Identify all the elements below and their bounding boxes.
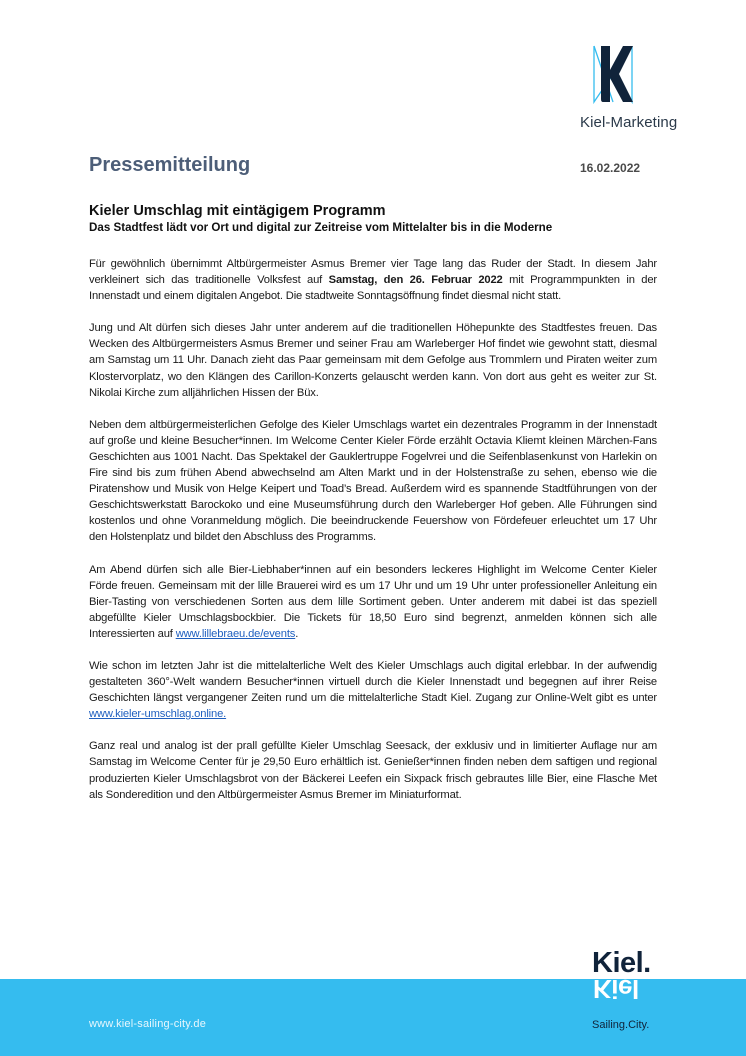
- article-headline: Kieler Umschlag mit eintägigem Programm: [89, 203, 386, 219]
- paragraph-3: Neben dem altbürgermeisterlichen Gefolge des Kieler Umschlags wartet ein dezentrales Programm in der Innenstadt auf große und kleine Besucher*innen. Im Welcome Center Kieler Förde erzählt Octavia Kliemt kleinen Märchen-Fans Geschichten aus 1001 Nacht. Das Spektakel der Gauklertruppe Fogelvrei und die Seifenblasenkunst von Harlekin on Fire sind bis zum frühen Abend abwechselnd am Alten Markt und in der Holstenstraße zu sehen, ebenso wie die Piratenshow und Musik von Helge Keipert und Toad’s Bread. Außerdem wird es spannende Stadtführungen von der Geschichtswerkstatt Barockoko und eine Museumsführung durch den Warleberger Hof geben. Alle Führungen sind kostenlos und ohne Voranmeldung möglich. Die beeindruckende Feuershow von Fördefeuer erleuchtet um 17 Uhr den Holstenplatz und bildet den Abschluss des Programms.: [89, 418, 657, 544]
- paragraph-text: mit Programmpunkten in der Innenstadt und einem digitalen Angebot. Die stadtweite Sonntagsöffnung findet diesmal nicht statt.: [89, 274, 657, 303]
- page-title: Pressemitteilung: [89, 154, 251, 176]
- paragraph-6: Ganz real und analog ist der prall gefüllte Kieler Umschlag Seesack, der exklusiv und in limitierter Auflage nur am Samstag im Welcome Center für je 29,50 Euro erhältlich ist. Genießer*innen finden neben dem saftigen und regional produzierten Kieler Umschlagsbrot von der Bäckerei Leefen ein Sixpack frisch gebrautes lille Bier, eine Flasche Met als Sonderedition und den Altbürgermeister Asmus Bremer im Miniaturformat.: [89, 740, 657, 801]
- paragraph-2: Jung und Alt dürfen sich dieses Jahr unter anderem auf die traditionellen Höhepunkte des Stadtfestes freuen. Das Wecken des Altbürgermeisters Asmus Bremer und seiner Frau am Warleberger Hof findet wie gewohnt statt, diesmal am Samstag um 11 Uhr. Danach zieht das Paar gemeinsam mit dem Gefolge aus Trommlern und Piraten weiter zum Klostervorplatz, wo den Klängen des Carillon-Konzerts gelauscht werden kann. Von dort aus geht es weiter zur St. Nikolai Kirche zum alljährlichen Hissen der Büx.: [89, 322, 657, 399]
- footer-tagline: Sailing.City.: [592, 1019, 650, 1031]
- footer-url: www.kiel-sailing-city.de: [89, 1018, 207, 1030]
- kieler-umschlag-online-link[interactable]: www.kieler-umschlag.online.: [89, 708, 227, 721]
- lillebraeu-events-link[interactable]: www.lillebraeu.de/events: [175, 627, 296, 640]
- article-body: [89, 256, 657, 819]
- kiel-wordmark: Kiel.: [592, 947, 651, 979]
- paragraph-text: Für gewöhnlich übernimmt Altbürgermeister Asmus Bremer vier Tage lang das Ruder der Stadt. In diesem Jahr verkleinert sich das traditionelle Volksfest auf: [89, 258, 657, 287]
- kiel-marketing-logo: [580, 44, 685, 139]
- kiel-sailing-city-logo: [592, 947, 682, 1037]
- release-date: 16.02.2022: [580, 161, 641, 175]
- paragraph-4: [89, 562, 657, 642]
- paragraph-text: Am Abend dürfen sich alle Bier-Liebhaber*innen auf ein besonders leckeres Highlight im Welcome Center Kieler Förde freuen. Gemeinsam mit der lille Brauerei wird es um 17 Uhr und um 19 Uhr unter professioneller Anleitung ein Bier-Tasting von verschiedenen Sorten aus dem lille Sortiment geben. Unter anderem mit dabei ist das speziell abgefüllte Kieler Umschlagsbockbier. Die Tickets für 18,50 Euro sind begrenzt, anmelden können sich alle Interessierten auf: [89, 563, 657, 640]
- paragraph-text: .: [295, 627, 299, 640]
- kiel-wordmark-reflection: Kiel: [593, 974, 639, 1004]
- kiel-marketing-k-icon: [593, 44, 633, 104]
- paragraph-5: [89, 658, 657, 722]
- article-subheadline: Das Stadtfest lädt vor Ort und digital zur Zeitreise vom Mittelalter bis in die Moderne: [89, 221, 553, 234]
- paragraph-1: [89, 256, 657, 304]
- paragraph-text: Wie schon im letzten Jahr ist die mittelalterliche Welt des Kieler Umschlags auch digital erlebbar. In der aufwendig gestalteten 360°-Welt wandern Besucher*innen virtuell durch die Kieler Innenstadt und begegnen auf ihrer Reise Geschichten längst vergangener Zeiten rund um die mittelalterliche Stadt Kiel. Zugang zur Online-Welt gibt es unter: [89, 659, 657, 705]
- logo-text: Kiel-Marketing: [580, 114, 678, 131]
- event-date-highlight: Samstag, den 26. Februar 2022: [328, 274, 503, 287]
